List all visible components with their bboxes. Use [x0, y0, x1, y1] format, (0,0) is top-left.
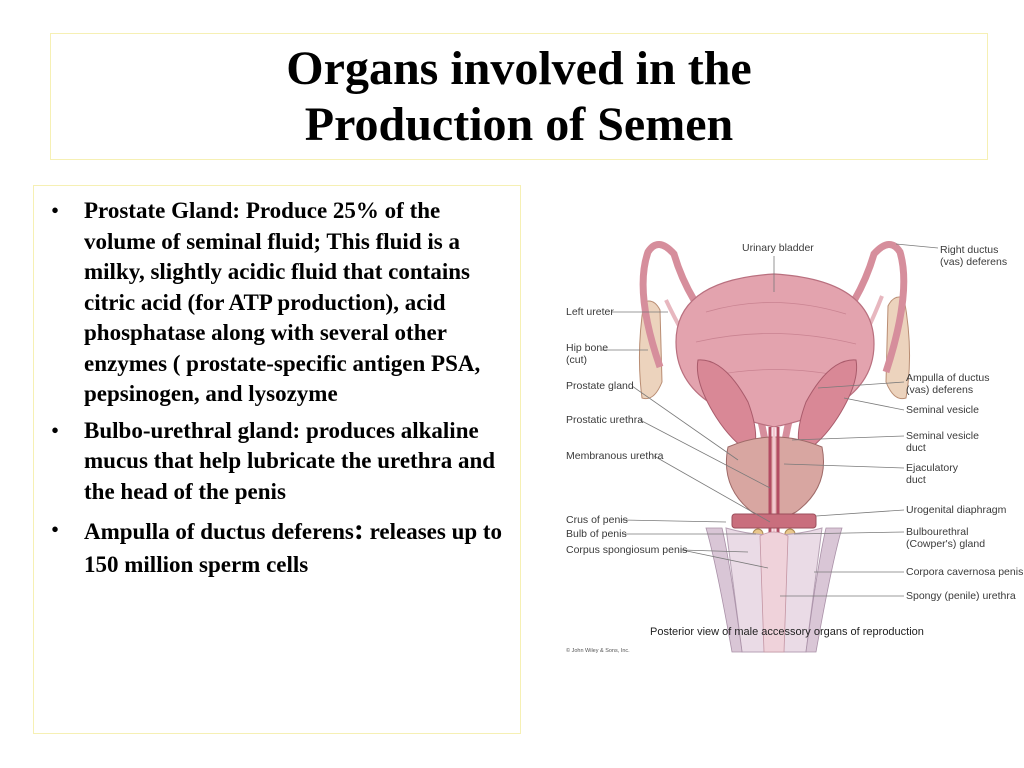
anatomy-figure	[556, 232, 1024, 662]
bullet-marker: •	[51, 417, 60, 443]
slide-title-line-1: Organs involved in the	[286, 41, 752, 95]
figure-caption: Posterior view of male accessory organs of reproduction	[650, 626, 924, 638]
bullet-marker: •	[51, 517, 60, 542]
label-seminal-vesicle-duct-line-1: Seminal vesicle	[906, 430, 979, 442]
bullet-colon: :	[353, 513, 364, 546]
label-spongy-urethra: Spongy (penile) urethra	[906, 590, 1016, 602]
label-corpora-cavernosa: Corpora cavernosa penis	[906, 566, 1024, 578]
label-bulb-of-penis: Bulb of penis	[566, 528, 627, 540]
label-ejaculatory-duct-line-2: duct	[906, 474, 926, 486]
title-box	[50, 33, 988, 160]
label-membranous-urethra: Membranous urethra	[566, 450, 664, 462]
bullet-text: releases up to 150 million sperm cells	[84, 519, 503, 577]
bullet-text-heading: Ampulla of ductus deferens	[84, 519, 354, 544]
bullet-prostate-gland	[44, 196, 512, 410]
label-hip-bone-line-1: Hip bone	[566, 342, 609, 354]
label-hip-bone-line-2: (cut)	[566, 354, 587, 366]
bullet-marker: •	[51, 198, 60, 223]
label-seminal-vesicle-duct-line-2: duct	[906, 442, 926, 454]
label-bulbourethral-line-2: (Cowper's) gland	[906, 538, 986, 550]
slide-title-line-2: Production of Semen	[304, 97, 734, 151]
label-ampulla-line-2: (vas) deferens	[906, 384, 974, 396]
label-corpus-spongiosum: Corpus spongiosum penis	[566, 544, 688, 556]
label-urinary-bladder: Urinary bladder	[742, 242, 814, 254]
bullet-text: Prostate Gland: Produce 25% of the volume of seminal fluid; This fluid is a milky, slightly acidic fluid that contains citric acid (for ATP production), acid phosphatase along with several other enzymes ( prostate-specific antigen PSA, pepsinogen, and lysozyme	[84, 198, 481, 406]
label-seminal-vesicle: Seminal vesicle	[906, 404, 979, 416]
urogenital-diaphragm	[732, 514, 816, 528]
bullet-ampulla	[44, 513, 512, 581]
bullet-text: Bulbo-urethral gland: produces alkaline mucus that help lubricate the urethra and the head of the penis	[84, 417, 496, 504]
label-crus-of-penis: Crus of penis	[566, 514, 628, 526]
bullet-bulbo-urethral-gland	[44, 416, 512, 508]
label-urogenital-diaphragm: Urogenital diaphragm	[906, 504, 1007, 516]
label-right-ductus-line-1: Right ductus	[940, 244, 999, 256]
label-ampulla-line-1: Ampulla of ductus	[906, 372, 990, 384]
label-right-ductus-line-2: (vas) deferens	[940, 256, 1008, 268]
label-bulbourethral-line-1: Bulbourethral	[906, 526, 969, 538]
label-prostate-gland: Prostate gland	[566, 380, 634, 392]
bullet-list	[44, 196, 512, 581]
figure-credit: © John Wiley & Sons, Inc.	[566, 648, 630, 654]
label-left-ureter: Left ureter	[566, 306, 614, 318]
label-prostatic-urethra: Prostatic urethra	[566, 414, 644, 426]
label-ejaculatory-duct-line-1: Ejaculatory	[906, 462, 958, 474]
bullet-text-box	[33, 185, 521, 734]
